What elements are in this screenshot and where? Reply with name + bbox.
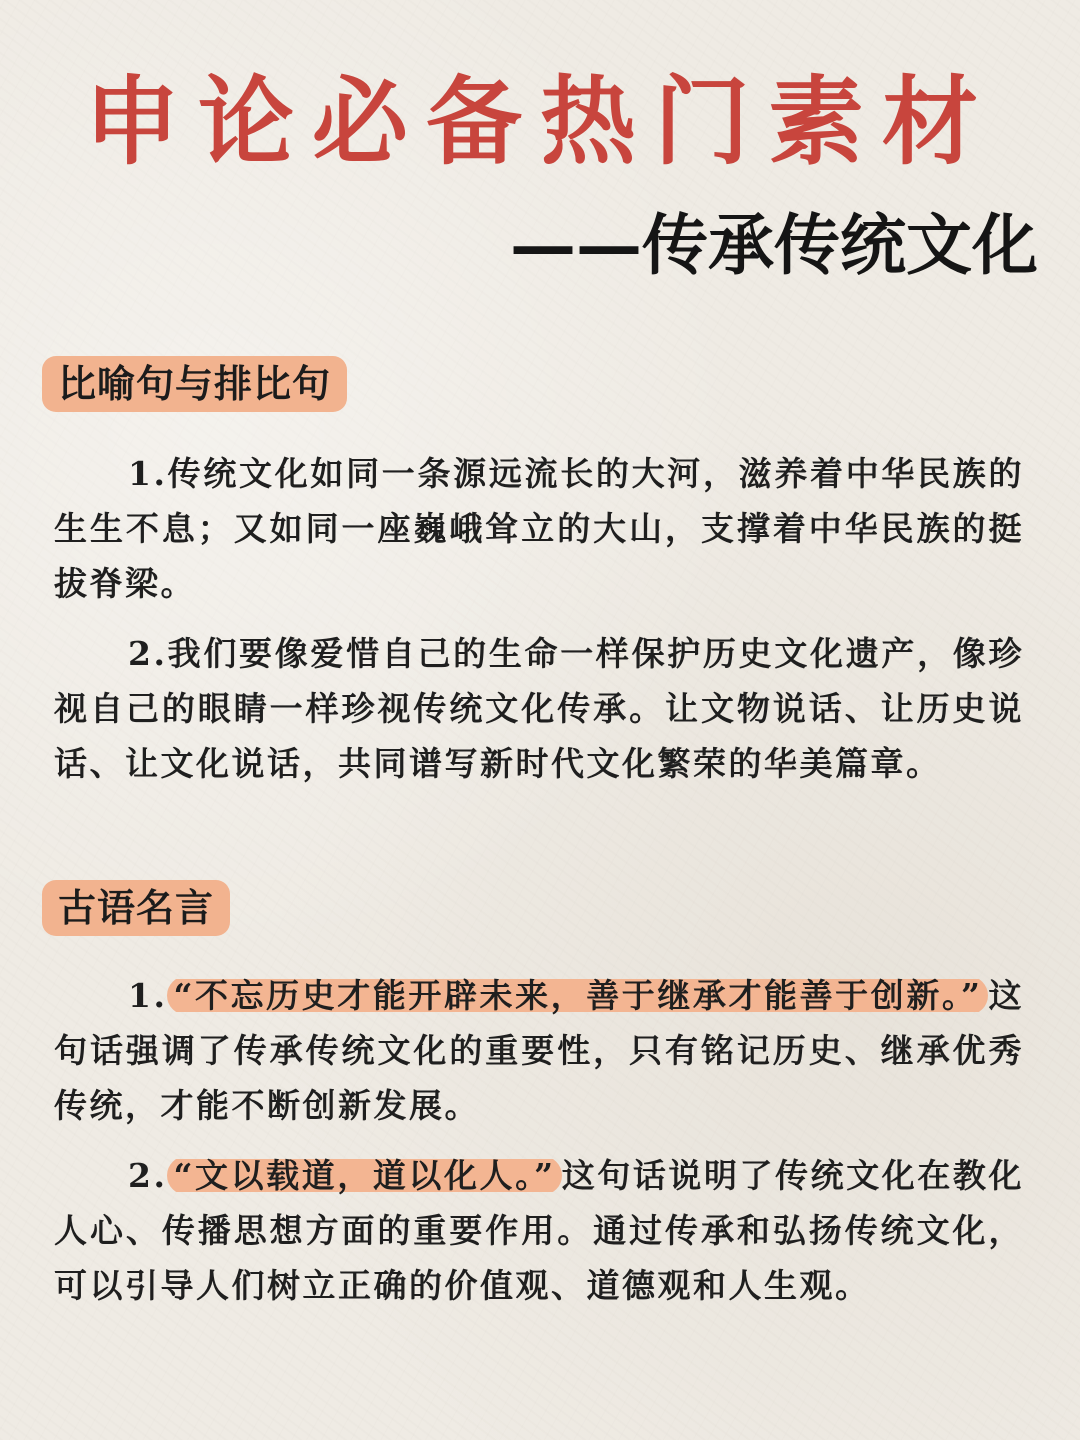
- item-number: 2.: [128, 634, 168, 673]
- item-text: 这句话说明了传统文化在教化人心、传播思想方面的重要作用。通过传承和弘扬传统文化，可以引导人们树立正确的价值观、道德观和人生观。: [54, 1156, 1024, 1305]
- highlighted-quote: “文以载道，道以化人。”: [167, 1156, 561, 1195]
- item-text: 传统文化如同一条源远流长的大河，滋养着中华民族的生生不息；又如同一座巍峨耸立的大山，支撑着中华民族的挺拔脊梁。: [54, 454, 1024, 603]
- item-number: 1.: [128, 454, 168, 493]
- section-heading-quotes: 古语名言: [42, 880, 230, 936]
- item-text: 这句话强调了传承传统文化的重要性，只有铭记历史、继承优秀传统，才能不断创新发展。: [54, 976, 1025, 1125]
- quote-item-1: [54, 968, 1024, 1133]
- page-title: 申论必备热门素材: [84, 65, 996, 178]
- item-number: 1.: [128, 976, 168, 1015]
- quote-item-2: [54, 1148, 1024, 1313]
- highlighted-quote: “不忘历史才能开辟未来，善于继承才能善于创新。”: [167, 976, 988, 1015]
- item-text: 我们要像爱惜自己的生命一样保护历史文化遗产，像珍视自己的眼睛一样珍视传统文化传承。让文物说话、让历史说话、让文化说话，共同谱写新时代文化繁荣的华美篇章。: [54, 634, 1024, 783]
- page-subtitle: [510, 200, 1038, 290]
- metaphor-item-1: [54, 446, 1024, 611]
- section-heading-metaphor: 比喻句与排比句: [42, 356, 347, 412]
- metaphor-item-2: [54, 626, 1024, 791]
- item-number: 2.: [128, 1156, 168, 1195]
- subtitle-text: ——传承传统文化: [510, 206, 1038, 284]
